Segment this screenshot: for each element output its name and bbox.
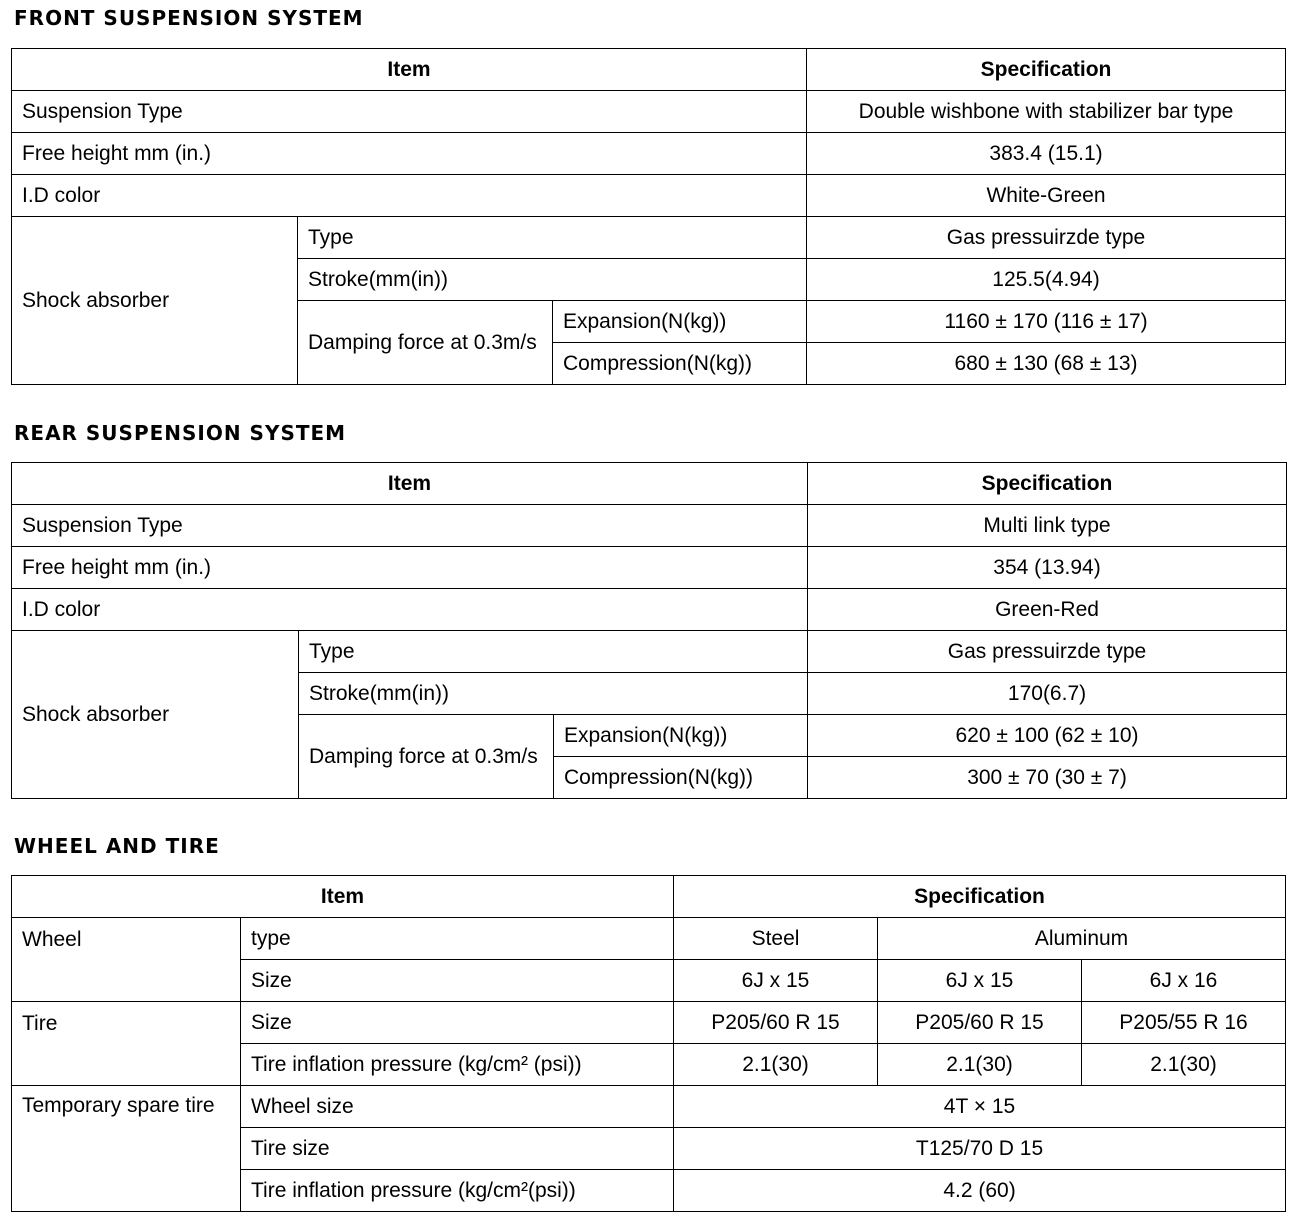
stroke-label: Stroke(mm(in)) [299, 673, 808, 715]
header-item: Item [12, 49, 807, 91]
shock-absorber-label: Shock absorber [12, 217, 298, 385]
expansion-value: 620 ± 100 (62 ± 10) [808, 715, 1287, 757]
suspension-type-value: Multi link type [808, 505, 1287, 547]
expansion-value: 1160 ± 170 (116 ± 17) [807, 301, 1286, 343]
wheel-size-label: Size [241, 960, 674, 1002]
compression-value: 300 ± 70 (30 ± 7) [808, 757, 1287, 799]
tire-size-label: Size [241, 1002, 674, 1044]
tire-pressure-label: Tire inflation pressure (kg/cm² (psi)) [241, 1044, 674, 1086]
tire-pressure-value: 2.1(30) [674, 1044, 878, 1086]
tire-size-value: P205/60 R 15 [878, 1002, 1082, 1044]
spare-tire-size-value: T125/70 D 15 [674, 1128, 1286, 1170]
suspension-type-label: Suspension Type [12, 505, 808, 547]
header-item: Item [12, 463, 808, 505]
front-suspension-table [11, 48, 1286, 385]
tire-pressure-value: 2.1(30) [1082, 1044, 1286, 1086]
tire-size-value: P205/55 R 16 [1082, 1002, 1286, 1044]
wheel-size-value: 6J x 15 [878, 960, 1082, 1002]
spare-tire-size-label: Tire size [241, 1128, 674, 1170]
spare-wheel-size-value: 4T × 15 [674, 1086, 1286, 1128]
spare-pressure-label: Tire inflation pressure (kg/cm²(psi)) [241, 1170, 674, 1212]
damping-force-label: Damping force at 0.3m/s [299, 715, 554, 799]
rear-suspension-table [11, 462, 1287, 799]
stroke-value: 170(6.7) [808, 673, 1287, 715]
header-specification: Specification [807, 49, 1286, 91]
id-color-value: Green-Red [808, 589, 1287, 631]
shock-absorber-label: Shock absorber [12, 631, 299, 799]
compression-value: 680 ± 130 (68 ± 13) [807, 343, 1286, 385]
suspension-type-label: Suspension Type [12, 91, 807, 133]
wheel-type-steel: Steel [674, 918, 878, 960]
shock-type-value: Gas pressuirzde type [807, 217, 1286, 259]
suspension-type-value: Double wishbone with stabilizer bar type [807, 91, 1286, 133]
wheel-tire-title: WHEEL AND TIRE [14, 834, 220, 858]
wheel-size-value: 6J x 16 [1082, 960, 1286, 1002]
wheel-label: Wheel [12, 918, 241, 1002]
tire-label: Tire [12, 1002, 241, 1086]
front-suspension-title: FRONT SUSPENSION SYSTEM [14, 6, 364, 30]
shock-type-value: Gas pressuirzde type [808, 631, 1287, 673]
wheel-size-value: 6J x 15 [674, 960, 878, 1002]
expansion-label: Expansion(N(kg)) [553, 301, 807, 343]
shock-type-label: Type [299, 631, 808, 673]
header-specification: Specification [808, 463, 1287, 505]
tire-size-value: P205/60 R 15 [674, 1002, 878, 1044]
wheel-tire-table [11, 875, 1286, 1212]
id-color-value: White-Green [807, 175, 1286, 217]
header-item: Item [12, 876, 674, 918]
spare-wheel-size-label: Wheel size [241, 1086, 674, 1128]
free-height-value: 383.4 (15.1) [807, 133, 1286, 175]
temporary-spare-tire-label: Temporary spare tire [12, 1086, 241, 1212]
compression-label: Compression(N(kg)) [553, 343, 807, 385]
id-color-label: I.D color [12, 589, 808, 631]
tire-pressure-value: 2.1(30) [878, 1044, 1082, 1086]
free-height-label: Free height mm (in.) [12, 133, 807, 175]
stroke-value: 125.5(4.94) [807, 259, 1286, 301]
id-color-label: I.D color [12, 175, 807, 217]
free-height-value: 354 (13.94) [808, 547, 1287, 589]
free-height-label: Free height mm (in.) [12, 547, 808, 589]
wheel-type-aluminum: Aluminum [878, 918, 1286, 960]
shock-type-label: Type [298, 217, 807, 259]
compression-label: Compression(N(kg)) [554, 757, 808, 799]
stroke-label: Stroke(mm(in)) [298, 259, 807, 301]
expansion-label: Expansion(N(kg)) [554, 715, 808, 757]
spare-pressure-value: 4.2 (60) [674, 1170, 1286, 1212]
damping-force-label: Damping force at 0.3m/s [298, 301, 553, 385]
rear-suspension-title: REAR SUSPENSION SYSTEM [14, 421, 347, 445]
wheel-type-label: type [241, 918, 674, 960]
header-specification: Specification [674, 876, 1286, 918]
